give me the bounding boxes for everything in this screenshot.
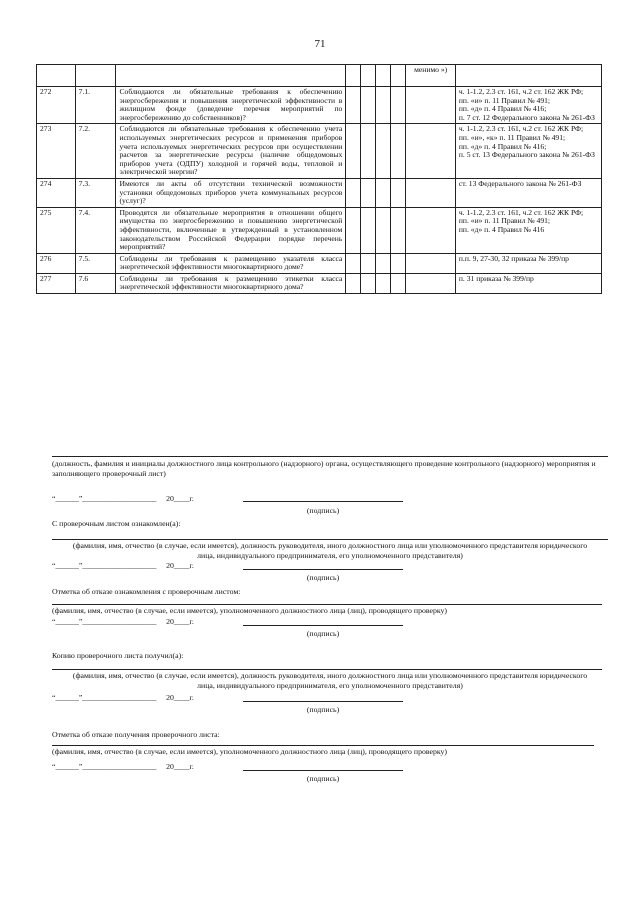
answer-cell bbox=[406, 253, 455, 273]
date-line: “______”___________________ 20____г. bbox=[52, 561, 194, 570]
row-number: 272 bbox=[37, 87, 76, 124]
answer-cell bbox=[361, 178, 376, 207]
answer-cell bbox=[391, 253, 406, 273]
acquainted-label: С проверочным листом ознакомлен(а): bbox=[52, 519, 181, 528]
page-number: 71 bbox=[314, 38, 326, 50]
table-row bbox=[37, 207, 602, 253]
signature-caption: (подпись) bbox=[306, 774, 340, 783]
answer-cell bbox=[361, 273, 376, 293]
inspector-fio-caption: (фамилия, имя, отчество (в случае, если имеется), уполномоченного должностного лица (лиц), проводящего проверку) bbox=[52, 606, 448, 615]
signature-line bbox=[243, 701, 403, 702]
reference-line: пп. «и» п. 11 Правил № 491; bbox=[458, 216, 551, 226]
signature-caption: (подпись) bbox=[306, 629, 340, 638]
answer-cell bbox=[376, 124, 391, 179]
controlled-person-line bbox=[52, 539, 608, 540]
date-line: “______”___________________ 20____г. bbox=[52, 494, 194, 503]
row-point: 7.3. bbox=[75, 178, 116, 207]
date-line: “______”___________________ 20____г. bbox=[52, 617, 194, 626]
signature-caption: (подпись) bbox=[306, 506, 340, 515]
answer-cell bbox=[391, 207, 406, 253]
reference-line: пп. «и», «к» п. 11 Правил № 491; bbox=[458, 132, 566, 142]
row-number: 276 bbox=[37, 253, 76, 273]
row-point: 7.5. bbox=[75, 253, 116, 273]
copy-received-label: Копию проверочного листа получил(а): bbox=[52, 651, 184, 660]
reference-line: п. 5 ст. 13 Федерального закона № 261-ФЗ bbox=[458, 150, 595, 160]
answer-cell bbox=[406, 178, 455, 207]
reference-line: ст. 13 Федерального закона № 261-ФЗ bbox=[458, 178, 582, 188]
signature-line bbox=[243, 625, 403, 626]
table-row bbox=[37, 178, 602, 207]
row-point: 7.6 bbox=[75, 273, 116, 293]
refusal-receive-line bbox=[52, 745, 594, 746]
refusal-receive-label: Отметка об отказе получения проверочного листа: bbox=[52, 730, 220, 739]
row-number: 275 bbox=[37, 207, 76, 253]
reference-line: п. 7 ст. 12 Федерального закона № 261-ФЗ bbox=[458, 112, 595, 122]
signature-caption: (подпись) bbox=[306, 705, 340, 714]
row-question: Проводятся ли обязательные мероприятия в отношении общего имущества по энергосбережению и повышению энергетической эффективности, включенные в утвержденный в установленном законодательством Российской Федерации порядке перечень мероприятий? bbox=[116, 207, 346, 253]
answer-cell bbox=[346, 207, 361, 253]
answer-cell bbox=[376, 253, 391, 273]
table-row bbox=[37, 273, 602, 293]
inspector-caption: (должность, фамилия и инициалы должностного лица контрольного (надзорного) органа, осуществляющего проведение контрольного (надзорного) мероприятия и заполняющего проверочный лист) bbox=[52, 459, 596, 478]
row-question: Соблюдены ли требования к размещению этикетки класса энергетической эффективности многоквартирного дома? bbox=[116, 273, 346, 293]
table-header-fragment-row bbox=[37, 65, 602, 87]
answer-cell bbox=[406, 87, 455, 124]
reference-line: пп. «д» п. 4 Правил № 416; bbox=[458, 104, 547, 114]
answer-cell bbox=[391, 273, 406, 293]
table-row bbox=[37, 124, 602, 179]
answer-cell bbox=[391, 124, 406, 179]
reference-line: ч. 1-1.2, 2.3 ст. 161, ч.2 ст. 162 ЖК РФ; bbox=[458, 207, 584, 217]
date-line: “______”___________________ 20____г. bbox=[52, 762, 194, 771]
row-question: Соблюдаются ли обязательные требования к обеспечению учета используемых энергетических ресурсов и применения приборов учета используемых энергетических ресурсов при осуществлении расчетов за энергетические ресурсы (наличие общедомовых приборов учета (ОДПУ) холодной и горячей воды, тепловой и электрической энергии? bbox=[116, 124, 346, 179]
reference-line: пп. «и» п. 11 Правил № 491; bbox=[458, 95, 551, 105]
refusal-acquaint-line bbox=[52, 604, 602, 605]
answer-cell bbox=[406, 124, 455, 179]
checklist-table bbox=[36, 64, 602, 294]
row-point: 7.1. bbox=[75, 87, 116, 124]
row-references bbox=[455, 124, 601, 179]
answer-cell bbox=[361, 253, 376, 273]
answer-cell bbox=[376, 87, 391, 124]
row-question: Соблюдаются ли обязательные требования к обеспечению энергосбережения и повышения энергетической эффективности в жилищном фонде (доведение перечня мероприятий по энергосбережению до собственников)? bbox=[116, 87, 346, 124]
date-line: “______”___________________ 20____г. bbox=[52, 693, 194, 702]
answer-cell bbox=[361, 124, 376, 179]
reference-line: п. 31 приказа № 399/пр bbox=[458, 273, 534, 283]
row-references bbox=[455, 178, 601, 207]
row-point: 7.2. bbox=[75, 124, 116, 179]
signature-line bbox=[243, 501, 403, 502]
answer-cell bbox=[361, 207, 376, 253]
header-fragment: менимо ») bbox=[406, 65, 455, 87]
reference-line: пп. «д» п. 4 Правил № 416; bbox=[458, 141, 547, 151]
answer-cell bbox=[346, 87, 361, 124]
answer-cell bbox=[376, 178, 391, 207]
answer-cell bbox=[391, 178, 406, 207]
row-point: 7.4. bbox=[75, 207, 116, 253]
signature-caption: (подпись) bbox=[306, 573, 340, 582]
signature-line bbox=[243, 770, 403, 771]
row-question: Соблюдены ли требования к размещению указателя класса энергетической эффективности многоквартирного доме? bbox=[116, 253, 346, 273]
answer-cell bbox=[346, 253, 361, 273]
answer-cell bbox=[346, 178, 361, 207]
answer-cell bbox=[376, 273, 391, 293]
answer-cell bbox=[346, 124, 361, 179]
row-number: 273 bbox=[37, 124, 76, 179]
row-references bbox=[455, 253, 601, 273]
controlled-person-caption: (фамилия, имя, отчество (в случае, если имеется), должность руководителя, иного должностного лица или уполномоченного представителя юридического лица, индивидуального предпринимателя, его уполномоченного представителя) bbox=[72, 671, 588, 690]
table-row bbox=[37, 253, 602, 273]
row-number: 274 bbox=[37, 178, 76, 207]
answer-cell bbox=[361, 87, 376, 124]
inspector-line bbox=[52, 456, 608, 457]
refusal-acquaint-label: Отметка об отказе ознакомления с проверочным листом: bbox=[52, 587, 241, 596]
row-references bbox=[455, 273, 601, 293]
row-references bbox=[455, 207, 601, 253]
controlled-person-caption: (фамилия, имя, отчество (в случае, если имеется), должность руководителя, иного должностного лица или уполномоченного представителя юридического лица, индивидуального предпринимателя, его уполномоченного представителя) bbox=[72, 541, 588, 560]
copy-received-line bbox=[52, 669, 602, 670]
row-question: Имеются ли акты об отсутствии технической возможности установки общедомовых приборов учета коммунальных ресурсов (услуг)? bbox=[116, 178, 346, 207]
reference-line: ч. 1-1.2, 2.3 ст. 161, ч.2 ст. 162 ЖК РФ; bbox=[458, 124, 584, 134]
inspector-fio-caption: (фамилия, имя, отчество (в случае, если имеется), уполномоченного должностного лица (лиц), проводящего проверку) bbox=[52, 747, 448, 756]
row-number: 277 bbox=[37, 273, 76, 293]
reference-line: ч. 1-1.2, 2.3 ст. 161, ч.2 ст. 162 ЖК РФ; bbox=[458, 87, 584, 96]
reference-line: пп. «д» п. 4 Правил № 416 bbox=[458, 224, 545, 234]
reference-line: п.п. 9, 27-30, 32 приказа № 399/пр bbox=[458, 253, 569, 263]
answer-cell bbox=[406, 207, 455, 253]
signature-line bbox=[243, 569, 403, 570]
answer-cell bbox=[376, 207, 391, 253]
answer-cell bbox=[346, 273, 361, 293]
row-references bbox=[455, 87, 601, 124]
answer-cell bbox=[406, 273, 455, 293]
answer-cell bbox=[391, 87, 406, 124]
table-row bbox=[37, 87, 602, 124]
